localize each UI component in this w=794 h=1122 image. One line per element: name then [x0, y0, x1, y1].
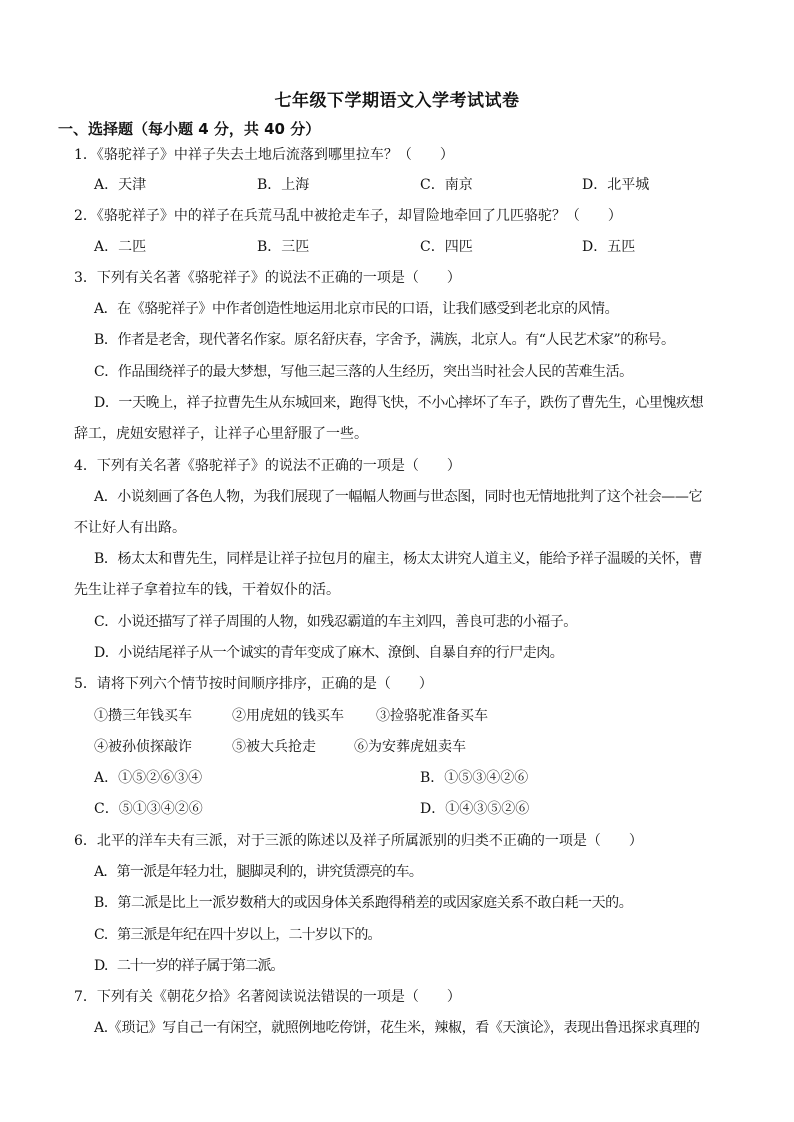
question-2-stem: 2．《骆驼祥子》中的祥子在兵荒马乱中被抢走车子，却冒险地牵回了几匹骆驼？（ ） [74, 208, 622, 224]
option-c[interactable]: C．作品围绕祥子的最大梦想，写他三起三落的人生经历，突出当时社会人民的苦难生活。 [94, 364, 633, 380]
option-c[interactable]: C．四匹 [420, 239, 473, 255]
question-5-events-row-2 [94, 737, 754, 757]
question-6-stem: 6．北平的洋车夫有三派，对于三派的陈述以及祥子所属派别的归类不正确的一项是（ ） [74, 833, 643, 849]
option-b-continued: 先生让祥子拿着拉车的钱，干着奴仆的活。 [74, 582, 340, 598]
option-d-continued: 辞工，虎妞安慰祥子，让祥子心里舒服了一些。 [74, 426, 368, 442]
option-a[interactable]: A．在《骆驼祥子》中作者创造性地运用北京市民的口语，让我们感受到老北京的风情。 [94, 301, 619, 317]
question-1-stem: 1．《骆驼祥子》中祥子失去土地后流落到哪里拉车？（ ） [74, 147, 454, 163]
option-a[interactable]: A．天津 [94, 177, 147, 193]
question-4-stem: 4．下列有关名著《骆驼祥子》的说法不正确的一项是（ ） [74, 458, 461, 474]
question-5-options-row-2 [94, 799, 754, 819]
event-1: ①攒三年钱买车 [94, 708, 192, 724]
option-a[interactable]: A．第一派是年轻力壮，腿脚灵利的，讲究赁漂亮的车。 [94, 864, 423, 880]
option-d[interactable]: D．①④③⑤②⑥ [420, 801, 530, 817]
option-c[interactable]: C．小说还描写了祥子周围的人物，如残忍霸道的车主刘四，善良可悲的小福子。 [94, 614, 577, 630]
question-1-options [94, 175, 754, 195]
option-d[interactable]: D．二十一岁的祥子属于第二派。 [94, 958, 284, 974]
option-b[interactable]: B．①⑤③④②⑥ [420, 770, 529, 786]
option-d[interactable]: D．小说结尾祥子从一个诚实的青年变成了麻木、潦倒、自暴自弃的行尸走肉。 [94, 645, 564, 661]
option-c[interactable]: C．南京 [420, 177, 473, 193]
question-3-stem: 3．下列有关名著《骆驼祥子》的说法不正确的一项是（ ） [74, 270, 461, 286]
page-title: 七年级下学期语文入学考试试卷 [274, 91, 520, 111]
option-a-continued: 不让好人有出路。 [74, 520, 186, 536]
option-b[interactable]: B．作者是老舍，现代著名作家。原名舒庆春，字舍予，满族，北京人。有“人民艺术家”的称号。 [94, 332, 675, 348]
option-b[interactable]: B．三匹 [257, 239, 310, 255]
section-heading: 一、选择题（每小题 4 分，共 40 分） [58, 120, 321, 138]
event-2: ②用虎妞的钱买车 [232, 708, 344, 724]
question-7-stem: 7．下列有关《朝花夕拾》名著阅读说法错误的一项是（ ） [74, 989, 461, 1005]
event-5: ⑤被大兵抢走 [232, 739, 316, 755]
option-a[interactable]: A.《琐记》写自己一有闲空，就照例地吃侉饼，花生米，辣椒，看《天演论》，表现出鲁迅探求真理的 [94, 1020, 700, 1036]
option-c[interactable]: C．第三派是年纪在四十岁以上，二十岁以下的。 [94, 927, 381, 943]
option-b[interactable]: B．第二派是比上一派岁数稍大的或因身体关系跑得稍差的或因家庭关系不敢白耗一天的。 [94, 895, 633, 911]
option-d[interactable]: D．北平城 [582, 177, 650, 193]
question-2-options [94, 237, 754, 257]
option-c[interactable]: C．⑤①③④②⑥ [94, 801, 203, 817]
question-5-stem: 5．请将下列六个情节按时间顺序排序，正确的是（ ） [74, 676, 433, 692]
option-d[interactable]: D．一天晚上，祥子拉曹先生从东城回来，跑得飞快，不小心摔坏了车子，跌伤了曹先生，心里愧疚想 [94, 395, 704, 411]
question-5-events-row-1 [94, 706, 754, 726]
event-3: ③捡骆驼准备买车 [376, 708, 488, 724]
event-6: ⑥为安葬虎妞卖车 [354, 739, 466, 755]
option-a[interactable]: A．小说刻画了各色人物，为我们展现了一幅幅人物画与世态图，同时也无情地批判了这个社会——它 [94, 489, 703, 505]
option-b[interactable]: B．上海 [257, 177, 310, 193]
option-a[interactable]: A．二匹 [94, 239, 147, 255]
option-a[interactable]: A．①⑤②⑥③④ [94, 770, 203, 786]
question-5-options-row-1 [94, 768, 754, 788]
option-d[interactable]: D．五匹 [582, 239, 636, 255]
option-b[interactable]: B．杨太太和曹先生，同样是让祥子拉包月的雇主，杨太太讲究人道主义，能给予祥子温暖的关怀，曹 [94, 551, 703, 567]
event-4: ④被孙侦探敲诈 [94, 739, 192, 755]
